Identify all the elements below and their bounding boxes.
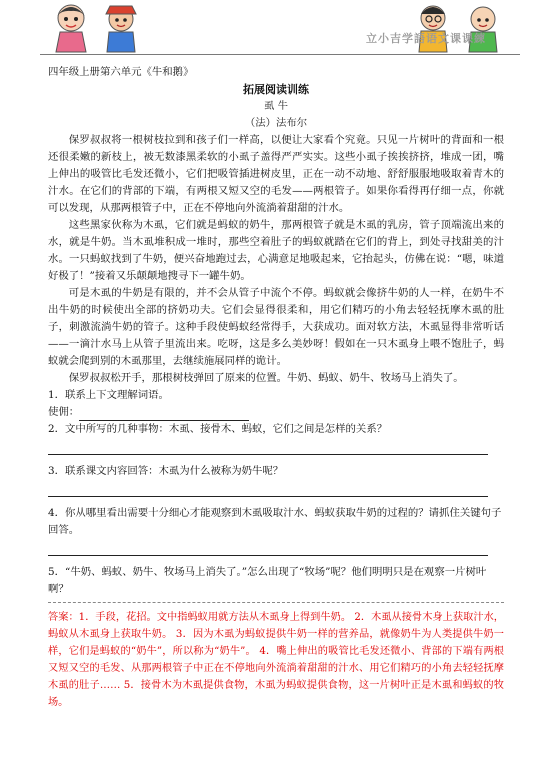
unit-label: 四年级上册第六单元《牛和鹅》 — [48, 66, 194, 78]
article-paragraph-3: 可是木虱的牛奶是有限的，并不会从管子中流个不停。蚂蚁就会像挤牛奶的人一样，在奶牛不出牛奶的时候使出全部的挤奶功夫。它们会显得很柔和，用它们精巧的小角去轻轻抚摩木虱的肚子，刺激流淌牛奶的管子。这种手段使蚂蚁经常得手，大获成功。面对软方法，木虱显得非常听话——一滴汁水马上从管子里流出来。吃呀，这是多么美妙呀！假如在一只木虱身上喂不饱肚子，蚂蚁就会爬到别的木虱那里，去继续施展同样的诡计。 — [48, 287, 504, 367]
question-5: 5．“牛奶、蚂蚁、奶牛、牧场马上消失了。”怎么出现了“牧场”呢？他们明明只是在观察一片树叶啊？ — [48, 566, 487, 595]
article-paragraph-1: 保罗叔叔将一根树枝拉到和孩子们一样高，以便让大家看个究竟。只见一片树叶的背面和一根还很柔嫩的新枝上，被无数漆黑柔软的小虱子盖得严严实实。这些小虱子挨挨挤挤，堆成一团，嘴上伸出的吸管比毛发还微小，它们把吸管插进树皮里，正在一动不动地、舒舒服服地吸取着青木的汁水。在它们的背部的下端，有两根又短又空的毛发——两根管子。如果你看得再仔细一点，你就可以发现，从那两根管子中，正在不停地向外流淌着甜甜的汁水。 — [48, 134, 504, 214]
section-divider — [48, 602, 504, 603]
question-1-sub-label: 使佣： — [48, 406, 80, 418]
answer-key: 答案：1．手段，花招。文中指蚂蚁用就方法从木虱身上得到牛奶。 2．木虱从接骨木身上获取汁水，蚂蚁从木虱身上获取牛奶。 3．因为木虱为蚂蚁提供牛奶一样的营养品，就像奶牛为人类提供牛奶一样，它们是蚂蚁的“奶牛”，所以称为“奶牛”。 4．嘴上伸出的吸管比毛发还微小、背部的下端有两根又短又空的毛发、从那两根管子中正在不停地向外流淌着甜甜的汁水、用它们精巧的小角去轻轻抚摩木虱的肚子…… 5．接骨木为木虱提供食物，木虱为蚂蚁提供食物，这一片树叶正是木虱和蚂蚁的牧场。 — [48, 612, 504, 708]
question-2: 2．文中所写的几种事物：木虱、接骨木、蚂蚁，它们之间是怎样的关系？ — [48, 423, 388, 435]
question-1-sub — [48, 404, 504, 421]
article-title: 虱 牛 — [263, 100, 289, 112]
answer-blank-3[interactable] — [48, 482, 488, 497]
page-header — [40, 0, 520, 58]
question-4: 4．你从哪里看出需要十分细心才能观察到木虱吸取汁水、蚂蚁获取牛奶的过程的？请抓住关键句子回答。 — [48, 507, 502, 536]
article-paragraph-2: 这些黑家伙称为木虱，它们就是蚂蚁的奶牛，那两根管子就是木虱的乳房，管子顶端流出来的水，就是牛奶。当木虱堆积成一堆时，那些空着肚子的蚂蚁就踏在它们的背上，到处寻找甜美的汁水。一只蚂蚁找到了牛奶，便兴奋地跑过去，心满意足地吸起来，它抬起头，仿佛在说：“嗯，味道好极了！”接着又乐颠颠地搜寻下一罐牛奶。 — [48, 219, 504, 282]
header-divider — [40, 54, 520, 55]
cartoon-girl-icon — [48, 2, 94, 54]
document-body — [48, 64, 504, 711]
article-paragraph-4: 保罗叔叔松开手，那根树枝弹回了原来的位置。牛奶、蚂蚁、奶牛、牧场马上消失了。 — [68, 372, 464, 384]
article-author: （法）法布尔 — [244, 117, 308, 129]
brand-watermark: 立小吉学語语文课课練 — [366, 32, 486, 45]
answer-blank-2[interactable] — [48, 440, 488, 455]
question-3: 3．联系课文内容回答：木虱为什么被称为奶牛呢？ — [48, 465, 284, 477]
answer-blank-1[interactable] — [79, 408, 249, 421]
answer-blank-4[interactable] — [48, 541, 488, 556]
cartoon-boy-icon — [98, 2, 144, 54]
cartoon-child-icon — [460, 2, 506, 54]
question-1: 1．联系上下文理解词语。 — [48, 389, 169, 401]
page-title: 拓展阅读训练 — [243, 83, 309, 96]
cartoon-kid-icon — [410, 2, 456, 54]
